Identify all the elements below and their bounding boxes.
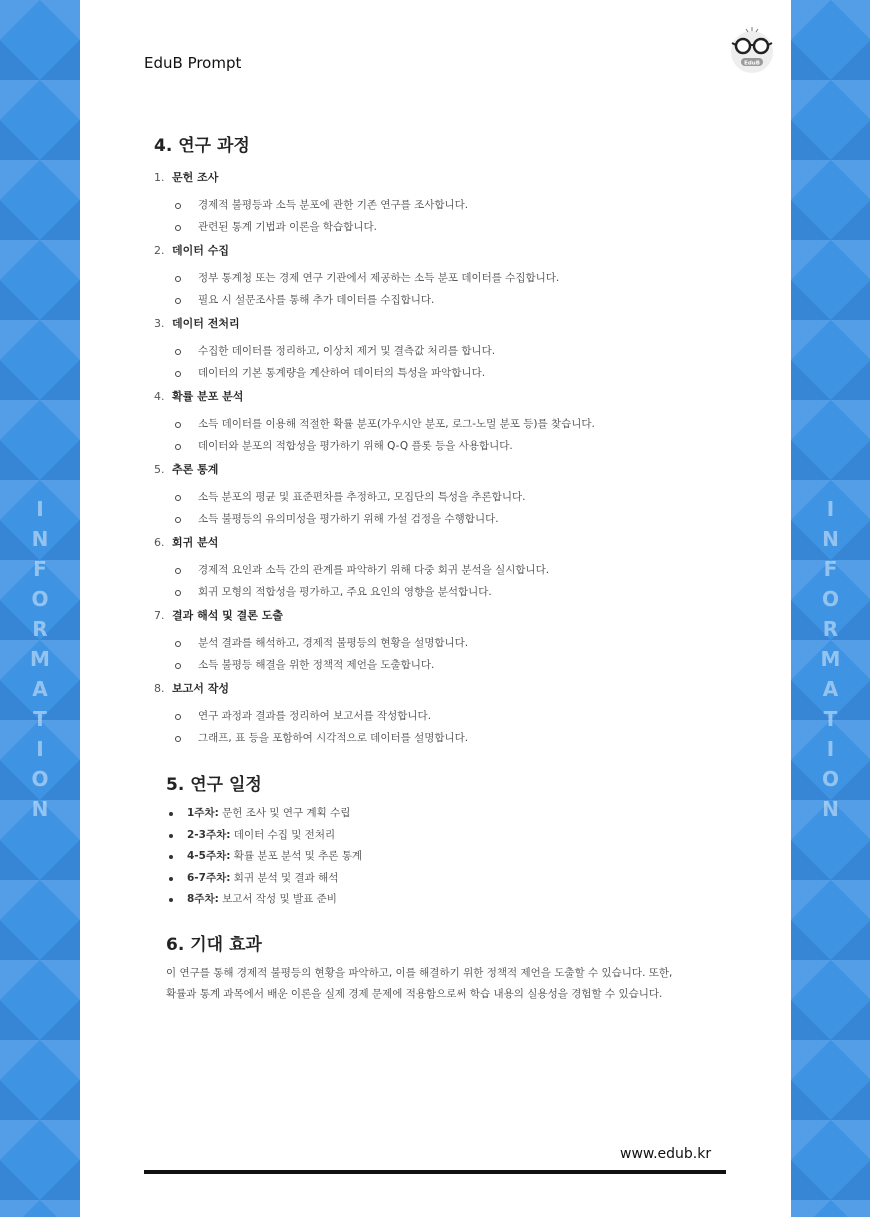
step-item: 관련된 통계 기법과 이론을 학습합니다. — [154, 216, 754, 238]
step-title: 회귀 분석 — [172, 536, 219, 549]
schedule-item — [166, 803, 726, 825]
schedule-week: 1주차: — [187, 807, 219, 819]
svg-text:EduB: EduB — [744, 60, 760, 67]
step-heading — [154, 532, 754, 553]
step-heading — [154, 167, 754, 188]
step-heading — [154, 386, 754, 407]
schedule-task: 회귀 분석 및 결과 해석 — [230, 871, 339, 884]
step-title: 결과 해석 및 결론 도출 — [172, 609, 283, 622]
schedule-task: 데이터 수집 및 전처리 — [230, 828, 336, 841]
step-items — [154, 705, 754, 749]
step-items — [154, 559, 754, 603]
section5-title: 5. 연구 일정 — [166, 775, 262, 795]
step-title: 추론 통계 — [172, 463, 219, 476]
step-number: 6. — [154, 536, 165, 549]
schedule-task: 보고서 작성 및 발표 준비 — [218, 893, 337, 905]
schedule-week: 6-7주차: — [187, 871, 231, 884]
step-number: 4. — [154, 390, 165, 403]
footer-divider — [144, 1170, 726, 1174]
edub-logo-icon — [728, 22, 776, 74]
section6-title: 6. 기대 효과 — [166, 935, 262, 955]
step-title: 데이터 전처리 — [172, 317, 240, 330]
step-number: 2. — [154, 244, 165, 257]
step-items — [154, 413, 754, 457]
brand-title: EduB Prompt — [144, 54, 242, 72]
step-item: 정부 통계청 또는 경제 연구 기관에서 제공하는 소득 분포 데이터를 수집합니다. — [154, 267, 754, 289]
section4-title: 4. 연구 과정 — [154, 136, 250, 156]
step-item: 필요 시 설문조사를 통해 추가 데이터를 수집합니다. — [154, 289, 754, 311]
step-heading — [154, 240, 754, 261]
step-item: 경제적 요인과 소득 간의 관계를 파악하기 위해 다중 회귀 분석을 실시합니다. — [154, 559, 754, 581]
research-steps-list — [154, 167, 754, 751]
schedule-task: 문헌 조사 및 연구 계획 수립 — [218, 807, 351, 819]
step-item: 회귀 모형의 적합성을 평가하고, 주요 요인의 영향을 분석합니다. — [154, 581, 754, 603]
step-item: 소득 불평등의 유의미성을 평가하기 위해 가설 검정을 수행합니다. — [154, 508, 754, 530]
expected-effect-paragraph: 이 연구를 통해 경제적 불평등의 현황을 파악하고, 이를 해결하기 위한 정책적 제언을 도출할 수 있습니다. 또한, 확률과 통계 과목에서 배운 이론을 실제 경제 문제에 적용함으로써 학습 내용의 실용성을 경험할 수 있습니다. — [166, 967, 673, 1000]
step-title: 확률 분포 분석 — [172, 390, 244, 403]
step-item: 소득 불평등 해결을 위한 정책적 제언을 도출합니다. — [154, 654, 754, 676]
step-number: 1. — [154, 171, 165, 184]
step-items — [154, 486, 754, 530]
schedule-week: 2-3주차: — [187, 828, 231, 841]
step-number: 5. — [154, 463, 165, 476]
step-heading — [154, 313, 754, 334]
schedule-item — [166, 889, 726, 911]
step-title: 데이터 수집 — [172, 244, 229, 257]
step-number: 7. — [154, 609, 165, 622]
schedule-item — [166, 868, 726, 890]
step-title: 문헌 조사 — [172, 171, 219, 184]
schedule-task: 확률 분포 분석 및 추론 통계 — [230, 850, 363, 862]
step-item: 소득 데이터를 이용해 적절한 확률 분포(가우시안 분포, 로그-노멀 분포 등)를 찾습니다. — [154, 413, 754, 435]
step-item: 연구 과정과 결과를 정리하여 보고서를 작성합니다. — [154, 705, 754, 727]
step-items — [154, 632, 754, 676]
step-item: 그래프, 표 등을 포함하여 시각적으로 데이터를 설명합니다. — [154, 727, 754, 749]
schedule-week: 4-5주차: — [187, 850, 231, 862]
schedule-list — [166, 803, 726, 911]
step-item: 소득 분포의 평균 및 표준편차를 추정하고, 모집단의 특성을 추론합니다. — [154, 486, 754, 508]
step-items — [154, 340, 754, 384]
step-items — [154, 267, 754, 311]
schedule-item — [166, 846, 726, 868]
step-title: 보고서 작성 — [172, 682, 229, 695]
step-heading — [154, 605, 754, 626]
schedule-week: 8주차: — [187, 893, 219, 905]
footer-url: www.edub.kr — [620, 1146, 712, 1162]
side-label-right: INFORMATION — [818, 497, 843, 827]
left-side-banner — [0, 0, 80, 1217]
step-number: 3. — [154, 317, 165, 330]
right-side-banner — [791, 0, 870, 1217]
step-item: 수집한 데이터를 정리하고, 이상치 제거 및 결측값 처리를 합니다. — [154, 340, 754, 362]
document-page — [80, 0, 791, 1217]
step-item: 경제적 불평등과 소득 분포에 관한 기존 연구를 조사합니다. — [154, 194, 754, 216]
schedule-item — [166, 825, 726, 847]
side-label-left: INFORMATION — [28, 497, 52, 827]
step-items — [154, 194, 754, 238]
step-heading — [154, 459, 754, 480]
step-heading — [154, 678, 754, 699]
step-number: 8. — [154, 682, 165, 695]
step-item: 분석 결과를 해석하고, 경제적 불평등의 현황을 설명합니다. — [154, 632, 754, 654]
step-item: 데이터와 분포의 적합성을 평가하기 위해 Q-Q 플롯 등을 사용합니다. — [154, 435, 754, 457]
step-item: 데이터의 기본 통계량을 계산하여 데이터의 특성을 파악합니다. — [154, 362, 754, 384]
